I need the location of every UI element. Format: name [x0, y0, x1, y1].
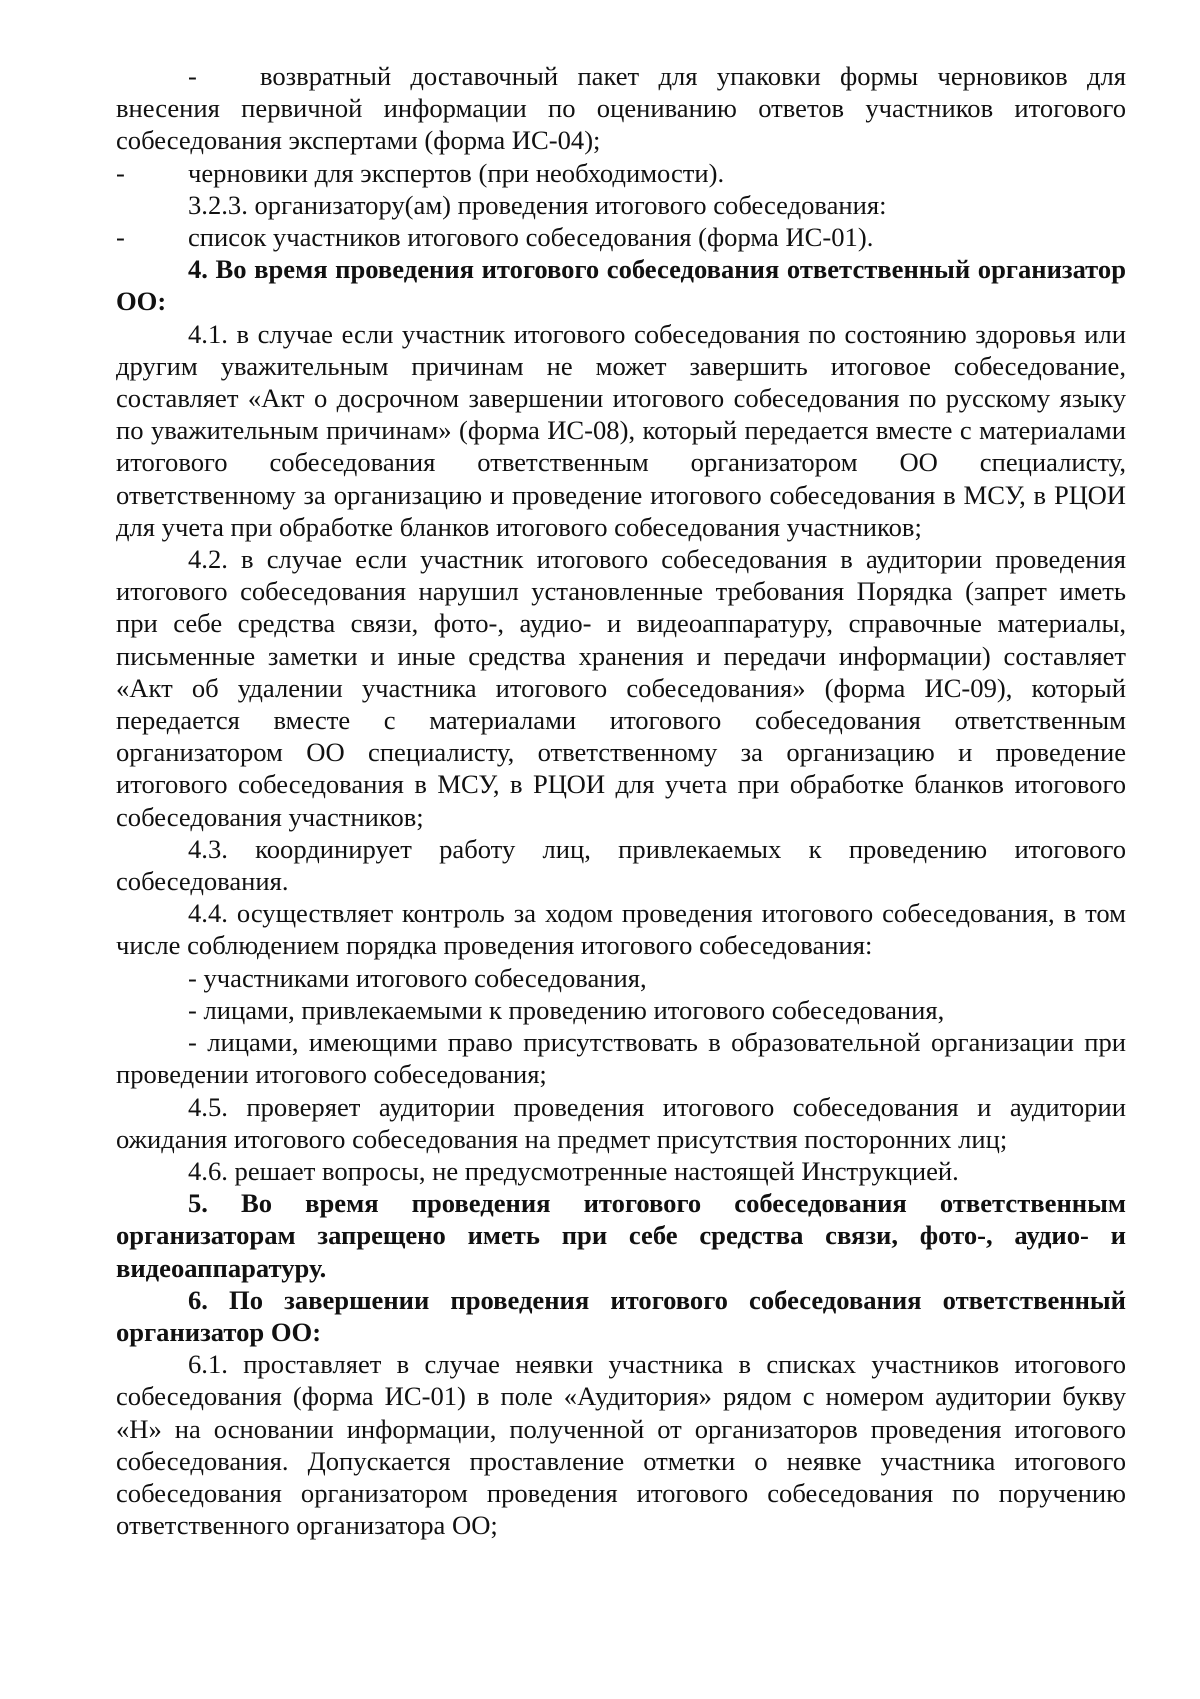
clause-4-1: 4.1. в случае если участник итогового собеседования по состоянию здоровья или другим уважительным причинам не может завершить итоговое собеседование, составляет «Акт о досрочном завершении итогового собеседования по русскому языку по уважительным причинам» (форма ИС-08), который передается вместе с материалами итогового собеседования ответственным организатором ОО специалисту, ответственному за организацию и проведение итогового собеседования в МСУ, в РЦОИ для учета при обработке бланков итогового собеседования участников;: [116, 318, 1126, 542]
paragraph-text: черновики для экспертов (при необходимости).: [188, 157, 725, 188]
list-dash: -: [188, 61, 197, 91]
list-item-participants-list: [116, 221, 1126, 253]
list-item-expert-drafts: [116, 157, 1126, 189]
list-dash: -: [116, 157, 125, 188]
paragraph-text: возвратный доставочный пакет для упаковки формы черновиков для внесения первичной информации по оцениванию ответов участников итогового собеседования экспертами (форма ИС-04);: [116, 61, 1126, 156]
clause-4-5: 4.5. проверяет аудитории проведения итогового собеседования и аудитории ожидания итогового собеседования на предмет присутствия посторонних лиц;: [116, 1091, 1126, 1154]
clause-4-6: 4.6. решает вопросы, не предусмотренные настоящей Инструкцией.: [188, 1155, 959, 1186]
section-heading-5: 5. Во время проведения итогового собеседования ответственным организаторам запрещено иметь при себе средства связи, фото-, аудио- и видеоаппаратуру.: [116, 1188, 1126, 1283]
section-heading-6: 6. По завершении проведения итогового собеседования ответственный организатор ОО:: [116, 1284, 1126, 1347]
document-page: [116, 60, 1126, 1541]
clause-6-1: 6.1. проставляет в случае неявки участника в списках участников итогового собеседования (форма ИС-01) в поле «Аудитория» рядом с номером аудитории букву «Н» на основании информации, полученной от организаторов проведения итогового собеседования. Допускается проставление отметки о неявке участника итогового собеседования организатором проведения итогового собеседования по поручению ответственного организатора ОО;: [116, 1349, 1126, 1541]
control-item-participants: - участниками итогового собеседования,: [188, 962, 647, 993]
list-item-return-package: [116, 60, 1126, 157]
paragraph-text: список участников итогового собеседования (форма ИС-01).: [188, 222, 874, 253]
section-heading-4: 4. Во время проведения итогового собеседования ответственный организатор ОО:: [116, 254, 1126, 317]
control-item-authorized-persons: - лицами, имеющими право присутствовать в образовательной организации при проведении итогового собеседования;: [116, 1027, 1126, 1090]
clause-3-2-3: 3.2.3. организатору(ам) проведения итогового собеседования:: [188, 189, 887, 220]
clause-4-4: 4.4. осуществляет контроль за ходом проведения итогового собеседования, в том числе соблюдением порядка проведения итогового собеседования:: [116, 898, 1126, 961]
list-dash: -: [116, 222, 125, 253]
clause-4-3: 4.3. координирует работу лиц, привлекаемых к проведению итогового собеседования.: [116, 833, 1126, 897]
clause-4-2: 4.2. в случае если участник итогового собеседования в аудитории проведения итогового собеседования нарушил установленные требования Порядка (запрет иметь при себе средства связи, фото-, аудио- и видеоаппаратуру, справочные материалы, письменные заметки и иные средства хранения и передачи информации) составляет «Акт об удалении участника итогового собеседования» (форма ИС-09), который передается вместе с материалами итогового собеседования ответственным организатором ОО специалисту, ответственному за организацию и проведение итогового собеседования в МСУ, в РЦОИ для учета при обработке бланков итогового собеседования участников;: [116, 544, 1126, 832]
control-item-involved-persons: - лицами, привлекаемыми к проведению итогового собеседования,: [188, 994, 945, 1025]
